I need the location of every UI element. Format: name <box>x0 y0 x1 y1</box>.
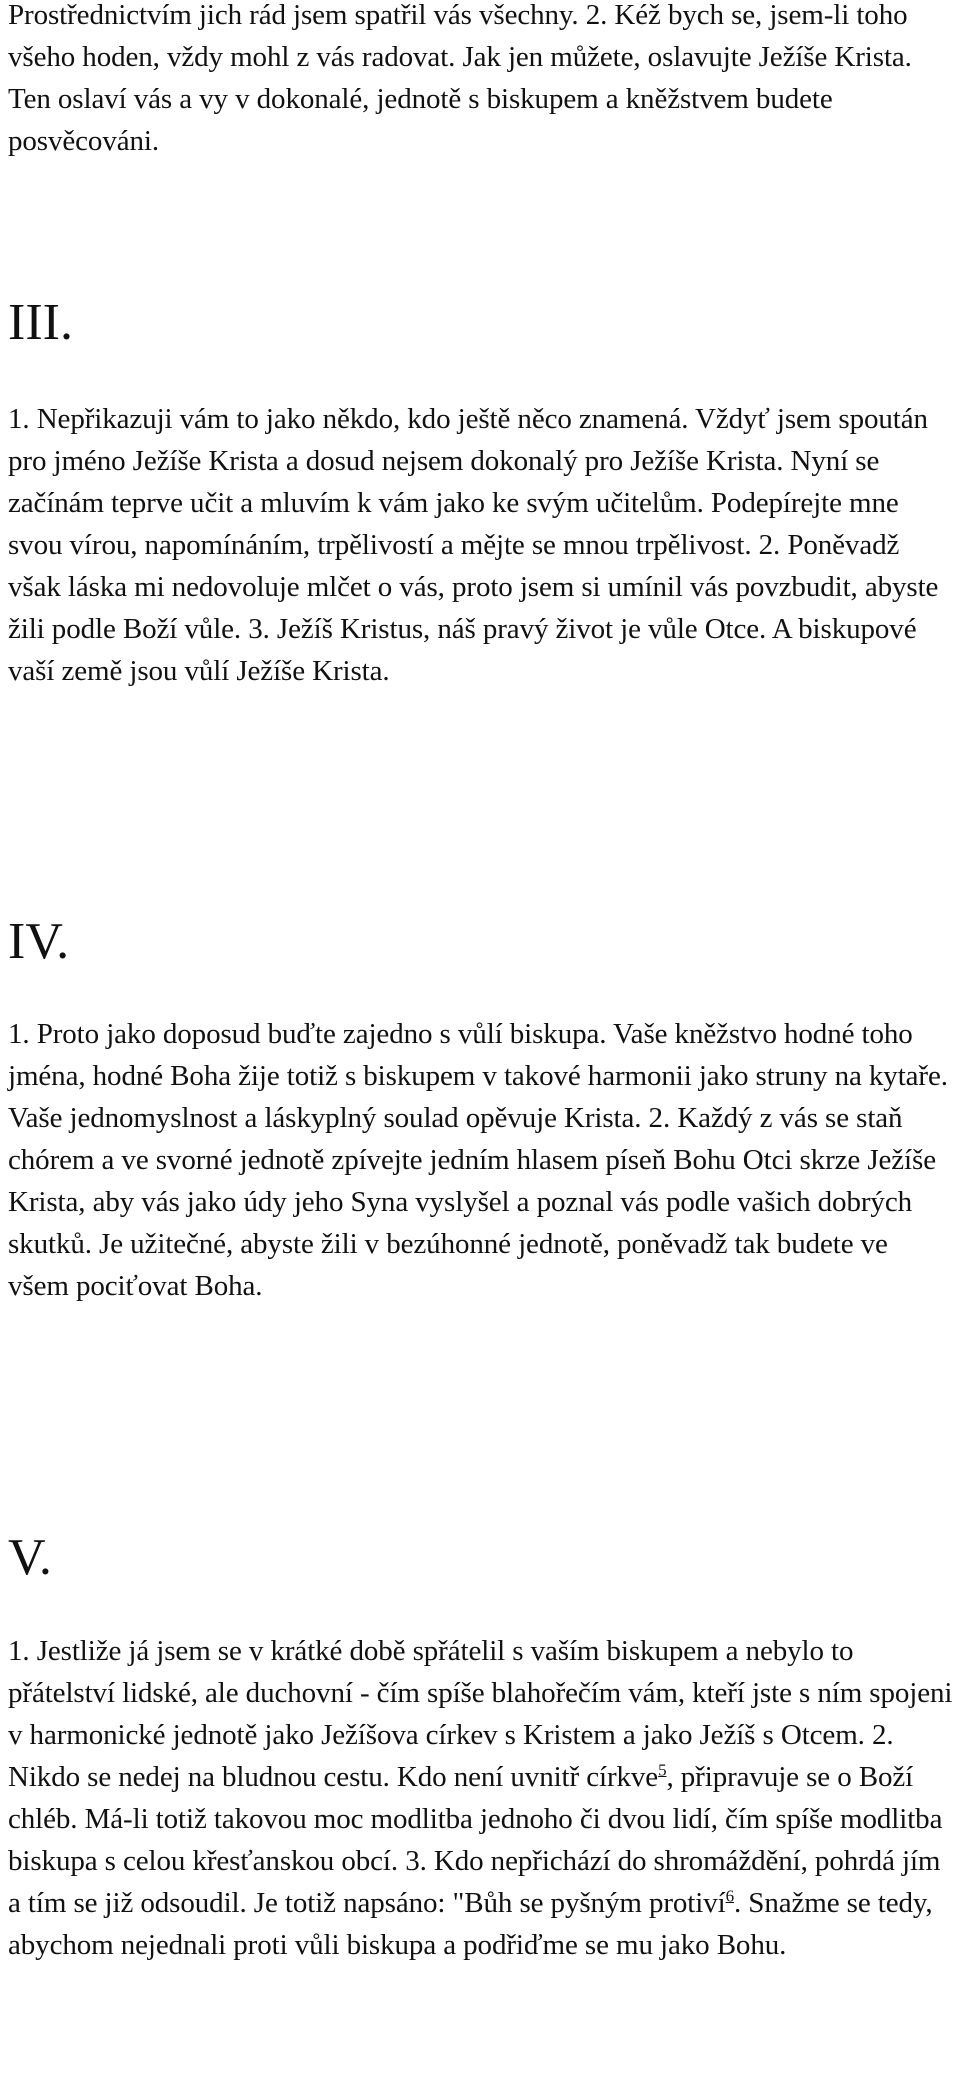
section-heading-v: V. <box>8 1529 52 1586</box>
section-heading-iii: III. <box>8 294 73 351</box>
section-iv-paragraph: 1. Proto jako doposud buďte zajedno s vůlí biskupa. Vaše kněžstvo hodné toho jména, hodné Boha žije totiž s biskupem v takové harmonii jako struny na kytaře. Vaše jednomyslnost a láskyplný soulad opěvuje Krista. 2. Každý z vás se staň chórem a ve svorné jednotě zpívejte jedním hlasem píseň Bohu Otci skrze Ježíše Krista, aby vás jako údy jeho Syna vyslyšel a poznal vás podle vašich dobrých skutků. Je užitečné, abyste žili v bezúhonné jednotě, poněvadž tak budete ve všem pociťovat Boha. <box>8 1018 948 1302</box>
section-heading-iv: IV. <box>8 913 70 970</box>
section-v-text-part1: 1. Jestliže já jsem se v krátké době spřátelil s vaším biskupem a nebylo to přátelství lidské, ale duchovní - čím spíše blahořečím vám, kteří jste s ním spojeni v harmonické jednotě jako Ježíšova církev s Kristem a jako Ježíš s Otcem. 2. Nikdo se nedej na bludnou cestu. Kdo není uvnitř církve <box>8 1635 953 1793</box>
intro-paragraph: Prostřednictvím jich rád jsem spatřil vás všechny. 2. Kéž bych se, jsem-li toho všeho hoden, vždy mohl z vás radovat. Jak jen můžete, oslavujte Ježíše Krista. Ten oslaví vás a vy v dokonalé, jednotě s biskupem a kněžstvem budete posvěcováni. <box>8 0 912 157</box>
section-iii-paragraph: 1. Nepřikazuji vám to jako někdo, kdo ještě něco znamená. Vždyť jsem spoután pro jméno Ježíše Krista a dosud nejsem dokonalý pro Ježíše Krista. Nyní se začínám teprve učit a mluvím k vám jako ke svým učitelům. Podepírejte mne svou vírou, napomínáním, trpělivostí a mějte se mnou trpělivost. 2. Poněvadž však láska mi nedovoluje mlčet o vás, proto jsem si umínil vás povzbudit, abyste žili podle Boží vůle. 3. Ježíš Kristus, náš pravý život je vůle Otce. A biskupové vaší země jsou vůlí Ježíše Krista. <box>8 403 939 687</box>
footnote-link-6[interactable]: 6 <box>725 1886 734 1906</box>
section-v-text-part2: , připravuje se o Boží chléb. Má-li totiž takovou moc modlitba jednoho či dvou lidí, čím spíše modlitba biskupa s celou křesťanskou obcí. 3. Kdo nepřichází do shromáždění, pohrdá jím a tím se již odsoudil. Je totiž napsáno: "Bůh se pyšným protiví <box>8 1761 943 1919</box>
footnote-link-5[interactable]: 5 <box>658 1760 667 1780</box>
section-v-paragraph <box>8 1630 953 1966</box>
section-v-text-part3: . Snažme se tedy, abychom nejednali proti vůli biskupa a podřiďme se mu jako Bohu. <box>8 1887 933 1961</box>
